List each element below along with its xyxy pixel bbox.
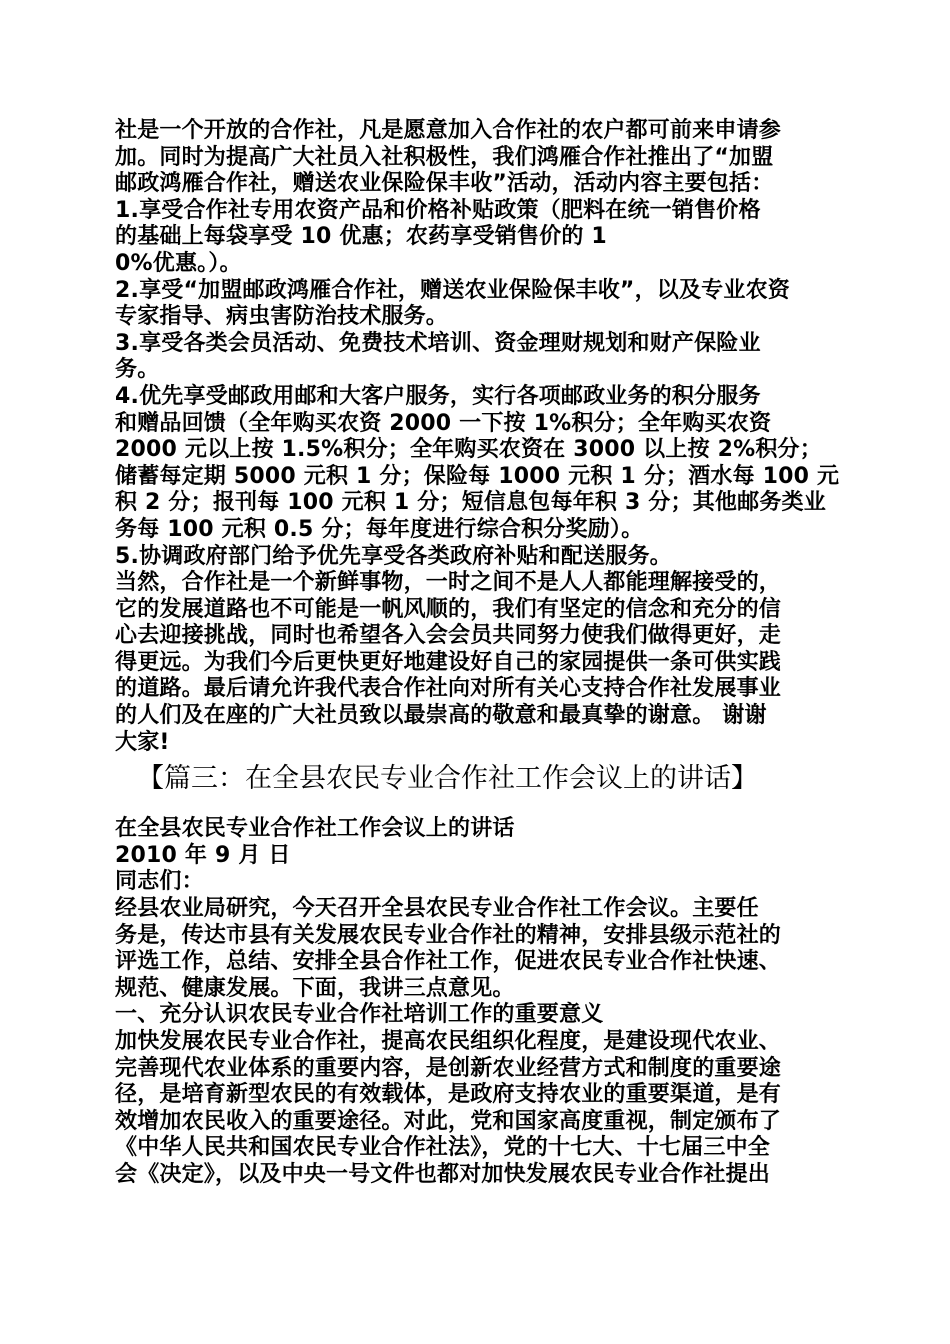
salutation: 同志们： [115, 869, 204, 895]
speech-title: 在全县农民专业合作社工作会议上的讲话 [115, 816, 515, 842]
text-line: 5.协调政府部门给予优先享受各类政府补贴和配送服务。 [115, 543, 672, 569]
text-line: 3.享受各类会员活动、免费技术培训、资金理财规划和财产保险业 [115, 330, 761, 356]
text-line: 储蓄每定期 5000 元积 1 分；保险每 1000 元积 1 分；酒水每 100 元 [115, 463, 840, 489]
text-line: 务。 [115, 357, 160, 383]
text-line: 当然，合作社是一个新鲜事物，一时之间不是人人都能理解接受的， [115, 570, 782, 596]
text-line: 专家指导、病虫害防治技术服务。 [115, 304, 449, 330]
text-line: 0%优惠。）。 [115, 250, 242, 276]
text-line: 规范、健康发展。下面，我讲三点意见。 [115, 975, 515, 1001]
text-line: 大家! [115, 729, 170, 755]
text-line: 2000 元以上按 1.5%积分；全年购买农资在 3000 以上按 2%积分； [115, 437, 822, 463]
text-line: 务每 100 元积 0.5 分；每年度进行综合积分奖励）。 [115, 516, 644, 542]
text-line: 评选工作，总结、安排全县合作社工作，促进农民专业合作社快速、 [115, 949, 782, 975]
text-line: 4.优先享受邮政用邮和大客户服务，实行各项邮政业务的积分服务 [115, 383, 761, 409]
text-line: 的基础上每袋享受 10 优惠；农药享受销售价的 1 [115, 224, 607, 250]
text-line: 务是，传达市县有关发展农民专业合作社的精神，安排县级示范社的 [115, 922, 782, 948]
section-heading: 【篇三：在全县农民专业合作社工作会议上的讲话】 [137, 763, 758, 795]
text-line: 加。同时为提高广大社员入社积极性，我们鸿雁合作社推出了“加盟 [115, 144, 774, 170]
text-line: 的人们及在座的广大社员致以最崇高的敬意和最真挚的谢意。 谢谢 [115, 703, 767, 729]
body-text-part2 [115, 816, 840, 1188]
text-line: 1.享受合作社专用农资产品和价格补贴政策（肥料在统一销售价格 [115, 197, 761, 223]
text-line: 效增加农民收入的重要途径。对此，党和国家高度重视，制定颁布了 [115, 1108, 782, 1134]
body-text-part1 [115, 118, 840, 756]
text-line: 《中华人民共和国农民专业合作社法》，党的十七大、十七届三中全 [115, 1135, 771, 1161]
speech-date: 2010 年 9 月 日 [115, 842, 291, 868]
text-line: 它的发展道路也不可能是一帆风顺的，我们有坚定的信念和充分的信 [115, 596, 782, 622]
text-line: 会《决定》，以及中央一号文件也都对加快发展农民专业合作社提出 [115, 1161, 771, 1187]
text-line: 的道路。最后请允许我代表合作社向对所有关心支持合作社发展事业 [115, 676, 782, 702]
text-line: 社是一个开放的合作社，凡是愿意加入合作社的农户都可前来申请参 [115, 118, 782, 143]
document-page [115, 118, 840, 1189]
text-line: 和赠品回馈（全年购买农资 2000 一下按 1%积分；全年购买农资 [115, 410, 772, 436]
text-line: 经县农业局研究，今天召开全县农民专业合作社工作会议。主要任 [115, 896, 759, 922]
text-line: 积 2 分；报刊每 100 元积 1 分；短信息包每年积 3 分；其他邮务类业 [115, 490, 826, 516]
text-line: 完善现代农业体系的重要内容，是创新农业经营方式和制度的重要途 [115, 1055, 782, 1081]
text-line: 得更远。为我们今后更快更好地建设好自己的家园提供一条可供实践 [115, 649, 782, 675]
subheading: 一、充分认识农民专业合作社培训工作的重要意义 [115, 1002, 604, 1028]
text-line: 2.享受“加盟邮政鸿雁合作社，赠送农业保险保丰收”，以及专业农资 [115, 277, 790, 303]
text-line: 邮政鸿雁合作社，赠送农业保险保丰收”活动，活动内容主要包括： [115, 171, 774, 197]
text-line: 心去迎接挑战，同时也希望各入会会员共同努力使我们做得更好，走 [115, 623, 782, 649]
text-line: 加快发展农民专业合作社，提高农民组织化程度，是建设现代农业、 [115, 1029, 782, 1054]
text-line: 径，是培育新型农民的有效载体，是政府支持农业的重要渠道，是有 [115, 1082, 782, 1108]
